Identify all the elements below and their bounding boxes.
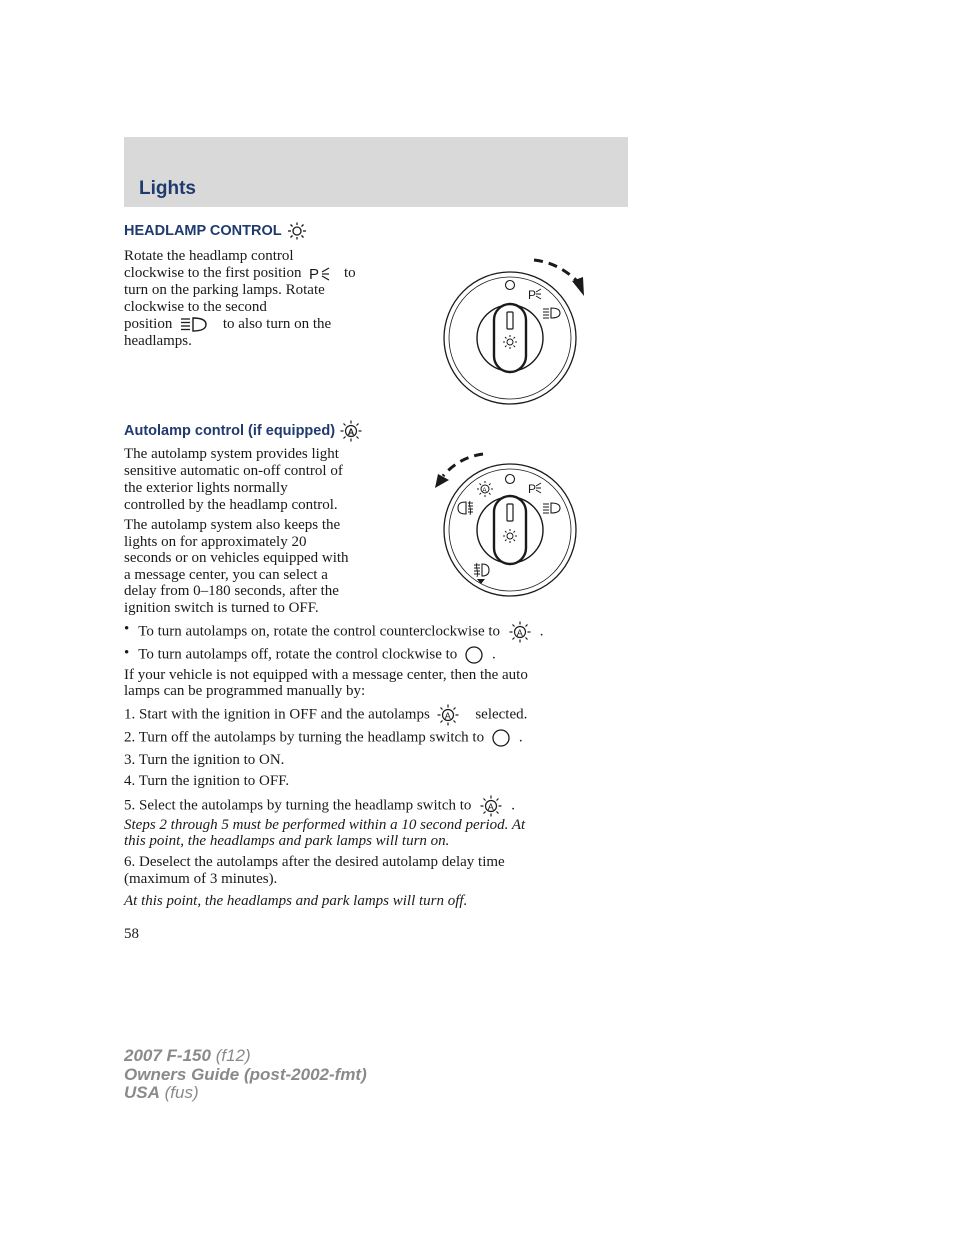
step-1: [124, 704, 527, 726]
svg-text:A: A: [516, 627, 523, 638]
section-title: Lights: [139, 178, 196, 199]
bullet-marker: •: [124, 621, 130, 637]
text-line: delay from 0–180 seconds, after the: [124, 583, 339, 599]
footer-line-1: [124, 1047, 367, 1066]
section-header-band: [124, 137, 628, 207]
footer-line-3: [124, 1084, 367, 1103]
page-number: 58: [124, 926, 139, 942]
text-line: this point, the headlamps and park lamps will turn on.: [124, 832, 450, 849]
footer-region: USA: [124, 1083, 160, 1102]
text-span: to also turn on the: [222, 316, 332, 332]
off-circle-icon: [464, 645, 484, 665]
step-5: [124, 795, 515, 817]
autolamp-icon: [436, 704, 460, 726]
text-line: The autolamp system also keeps the: [124, 517, 341, 533]
text-line: clockwise to the second: [124, 299, 267, 315]
bullet-marker: •: [124, 645, 130, 661]
footer-model: 2007 F-150: [124, 1046, 211, 1065]
text-line: turn on the parking lamps. Rotate: [124, 282, 325, 298]
text-span: .: [511, 797, 515, 814]
autolamp-icon: [339, 420, 363, 442]
text-line: Rotate the headlamp control: [124, 248, 294, 264]
headlamp-control-heading: [124, 222, 308, 240]
step-2: [124, 728, 523, 748]
svg-text:A: A: [347, 426, 355, 437]
text-line: seconds or on vehicles equipped with: [124, 550, 349, 566]
headlamp-control-heading-text: HEADLAMP CONTROL: [124, 223, 282, 239]
text-line: [124, 316, 384, 333]
text-line: [124, 265, 384, 282]
text-span: selected.: [475, 706, 528, 723]
text-span: .: [518, 729, 523, 746]
text-span: To turn autolamps on, rotate the control counterclockwise to: [138, 623, 501, 640]
text-line: controlled by the headlamp control.: [124, 497, 338, 513]
text-line: a message center, you can select a: [124, 566, 328, 583]
autolamp-heading: [124, 420, 363, 442]
text-line: (maximum of 3 minutes).: [124, 871, 278, 887]
text-line: sensitive automatic on-off control of: [124, 463, 343, 479]
headlamp-switch-diagram: [432, 252, 597, 412]
svg-text:A: A: [444, 710, 451, 721]
step-6: [124, 854, 624, 888]
text-line: ignition switch is turned to OFF.: [124, 599, 319, 616]
footer-model-code: (f12): [215, 1046, 251, 1065]
text-line: the exterior lights normally: [124, 480, 288, 496]
svg-text:A: A: [482, 487, 487, 494]
autolamp-paragraph-1: [124, 446, 394, 514]
turn-off-note: At this point, the headlamps and park lamps will turn off.: [124, 893, 468, 909]
autolamp-icon: [508, 621, 532, 643]
autolamp-switch-diagram: [425, 446, 597, 606]
svg-text:P: P: [528, 482, 537, 496]
headlamp-paragraph: [124, 248, 384, 350]
step-3: 3. Turn the ignition to ON.: [124, 752, 285, 768]
timing-note: [124, 818, 624, 849]
svg-text:P: P: [528, 288, 537, 302]
text-span: 2. Turn off the autolamps by turning the headlamp switch to: [124, 729, 485, 746]
off-circle-icon: [491, 728, 511, 748]
text-line: 6. Deselect the autolamps after the desired autolamp delay time: [124, 854, 505, 870]
text-line: If your vehicle is not equipped with a message center, then the auto: [124, 667, 528, 683]
text-span: position: [124, 316, 173, 332]
bullet-text: [138, 621, 543, 643]
text-span: 5. Select the autolamps by turning the headlamp switch to: [124, 797, 472, 814]
text-line: lamps can be programmed manually by:: [124, 683, 366, 699]
text-span: .: [492, 646, 496, 663]
headlamp-icon: [179, 316, 209, 333]
light-on-icon: [286, 222, 308, 240]
text-span: .: [539, 623, 544, 640]
autolamp-icon: [479, 795, 503, 817]
autolamp-heading-text: Autolamp control (if equipped): [124, 423, 336, 439]
svg-text:A: A: [487, 801, 494, 812]
text-line: The autolamp system provides light: [124, 446, 339, 462]
bullet-autolamps-on: [124, 621, 544, 643]
footer-guide: Owners Guide (post-2002-fmt): [124, 1064, 367, 1084]
bullet-autolamps-off: [124, 645, 496, 665]
parking-lamp-icon: [308, 266, 332, 282]
text-span: To turn autolamps off, rotate the control clockwise to: [138, 646, 458, 663]
text-span: clockwise to the first position: [124, 265, 302, 281]
step-4: 4. Turn the ignition to OFF.: [124, 773, 290, 789]
document-footer: [124, 1047, 367, 1103]
text-span: to: [343, 265, 356, 281]
text-line: headlamps.: [124, 333, 192, 350]
autolamp-paragraph-2: [124, 517, 394, 616]
text-line: lights on for approximately 20: [124, 533, 307, 550]
text-line: Steps 2 through 5 must be performed within a 10 second period. At: [124, 817, 526, 833]
footer-region-code: (fus): [164, 1083, 199, 1102]
bullet-text: [138, 645, 496, 665]
svg-text:P: P: [309, 265, 320, 282]
footer-line-2: [124, 1066, 367, 1085]
text-span: 1. Start with the ignition in OFF and the autolamps: [124, 706, 430, 723]
manual-programming-intro: [124, 667, 624, 699]
